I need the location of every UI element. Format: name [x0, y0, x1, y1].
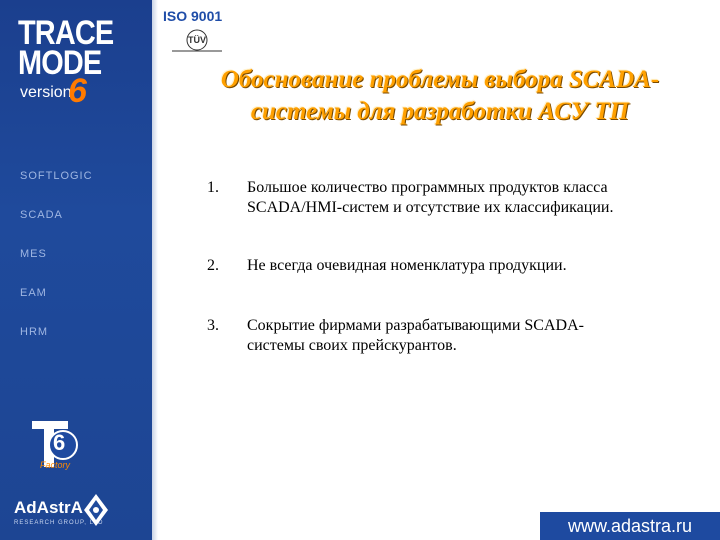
nav-item-mes[interactable]: MES: [20, 248, 47, 260]
adastra-subtitle: RESEARCH GROUP, LTD: [14, 520, 104, 526]
problem-list: [205, 178, 615, 356]
product-nav: [20, 170, 93, 365]
list-item-text: Большое количество программных продуктов класса SCADA/HMI-систем и отсутствие их классификации.: [247, 179, 614, 216]
adastra-logo: AdAstrA: [14, 498, 83, 517]
logo-six: 6: [68, 72, 87, 110]
list-item-text: Не всегда очевидная номенклатура продукции.: [247, 257, 567, 274]
nav-item-scada[interactable]: SCADA: [20, 209, 63, 221]
list-item-text: Сокрытие фирмами разрабатывающими SCADA-системы своих прейскурантов.: [247, 317, 584, 354]
iso-label: ISO 9001: [163, 8, 223, 24]
website-banner: [540, 512, 720, 540]
svg-text:TÜV: TÜV: [188, 35, 206, 45]
title-line-2: системы для разработки АСУ ТП: [250, 98, 630, 125]
factory-label: Factory: [40, 460, 71, 470]
sidebar-edge: [152, 0, 158, 540]
tuv-certificate-icon: [170, 28, 224, 54]
list-item-number: 3.: [207, 317, 219, 334]
title-line-1: Обоснование проблемы выбора SCADA-: [220, 66, 660, 93]
list-item: [205, 316, 615, 356]
website-link[interactable]: www.adastra.ru: [567, 516, 693, 536]
logo-version: version: [20, 84, 72, 101]
t6-logo-digit: 6: [53, 430, 66, 455]
adastra-emblem-icon: [82, 492, 110, 528]
trace-mode-logo: [18, 14, 114, 82]
nav-item-softlogic[interactable]: SOFTLOGIC: [20, 170, 93, 182]
sidebar: [0, 0, 152, 540]
list-item: [205, 256, 615, 276]
list-item: [205, 178, 615, 218]
list-item-number: 2.: [207, 257, 219, 274]
logo-line-trace: TRACE: [18, 14, 114, 52]
list-item-number: 1.: [207, 179, 219, 196]
nav-item-eam[interactable]: EAM: [20, 287, 47, 299]
logo-line-mode: MODE: [18, 44, 102, 82]
nav-item-hrm[interactable]: HRM: [20, 326, 49, 338]
slide-title: [180, 64, 700, 128]
